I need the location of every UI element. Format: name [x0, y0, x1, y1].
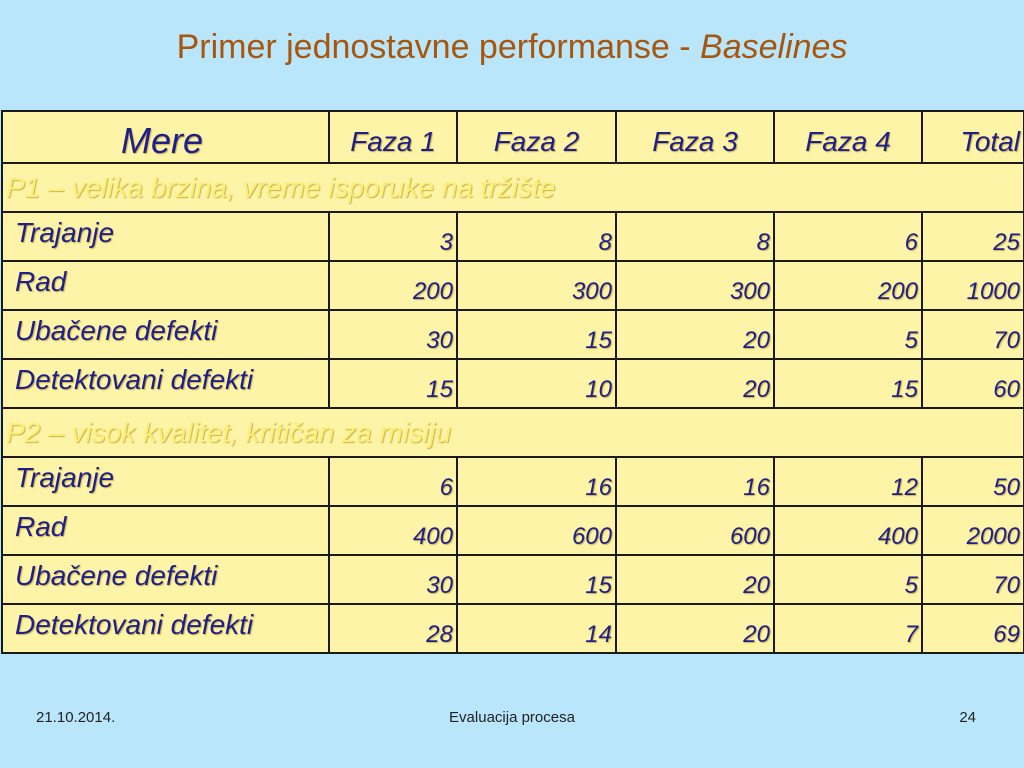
cell-value: 5	[774, 555, 922, 604]
cell-value: 6	[329, 457, 457, 506]
group-row-p1	[2, 163, 1024, 212]
table-row	[2, 457, 1024, 506]
cell-total: 1000	[922, 261, 1024, 310]
cell-value: 16	[457, 457, 616, 506]
cell-total: 60	[922, 359, 1024, 408]
cell-value: 15	[774, 359, 922, 408]
cell-total: 2000	[922, 506, 1024, 555]
cell-value: 14	[457, 604, 616, 653]
row-label: Detektovani defekti	[2, 359, 329, 408]
table-row	[2, 604, 1024, 653]
slide-title-main: Primer jednostavne performanse -	[176, 28, 701, 66]
table-row	[2, 506, 1024, 555]
page-number: 24	[959, 709, 976, 726]
table-row	[2, 359, 1024, 408]
cell-value: 30	[329, 555, 457, 604]
cell-value: 15	[457, 310, 616, 359]
row-label: Trajanje	[2, 212, 329, 261]
cell-total: 50	[922, 457, 1024, 506]
cell-value: 3	[329, 212, 457, 261]
header-faza-4: Faza 4	[774, 111, 922, 163]
footer-date: 21.10.2014.	[36, 709, 116, 726]
table-row	[2, 261, 1024, 310]
header-total: Total	[922, 111, 1024, 163]
row-label: Trajanje	[2, 457, 329, 506]
group-label: P2 – visok kvalitet, kritičan za misiju	[2, 408, 1024, 457]
header-faza-1: Faza 1	[329, 111, 457, 163]
cell-value: 5	[774, 310, 922, 359]
row-label: Detektovani defekti	[2, 604, 329, 653]
row-label: Rad	[2, 506, 329, 555]
cell-value: 300	[616, 261, 774, 310]
table-row	[2, 555, 1024, 604]
footer-title: Evaluacija procesa	[449, 709, 575, 726]
cell-value: 30	[329, 310, 457, 359]
cell-value: 600	[457, 506, 616, 555]
row-label: Ubačene defekti	[2, 555, 329, 604]
slide-title	[0, 28, 1024, 67]
cell-value: 20	[616, 604, 774, 653]
cell-value: 16	[616, 457, 774, 506]
cell-value: 10	[457, 359, 616, 408]
header-faza-2: Faza 2	[457, 111, 616, 163]
slide-title-emphasis: Baselines	[700, 28, 848, 66]
table-header-row	[2, 111, 1024, 163]
cell-total: 69	[922, 604, 1024, 653]
group-label: P1 – velika brzina, vreme isporuke na tržište	[2, 163, 1024, 212]
cell-total: 70	[922, 555, 1024, 604]
cell-value: 20	[616, 359, 774, 408]
cell-value: 8	[457, 212, 616, 261]
baseline-table	[1, 110, 1024, 654]
cell-total: 25	[922, 212, 1024, 261]
row-label: Rad	[2, 261, 329, 310]
cell-value: 300	[457, 261, 616, 310]
cell-value: 400	[774, 506, 922, 555]
cell-total: 70	[922, 310, 1024, 359]
cell-value: 7	[774, 604, 922, 653]
cell-value: 400	[329, 506, 457, 555]
cell-value: 6	[774, 212, 922, 261]
cell-value: 12	[774, 457, 922, 506]
cell-value: 20	[616, 555, 774, 604]
table-row	[2, 212, 1024, 261]
cell-value: 200	[329, 261, 457, 310]
cell-value: 20	[616, 310, 774, 359]
cell-value: 15	[329, 359, 457, 408]
header-mere: Mere	[2, 111, 329, 163]
cell-value: 28	[329, 604, 457, 653]
cell-value: 8	[616, 212, 774, 261]
table-row	[2, 310, 1024, 359]
cell-value: 15	[457, 555, 616, 604]
header-faza-3: Faza 3	[616, 111, 774, 163]
group-row-p2	[2, 408, 1024, 457]
row-label: Ubačene defekti	[2, 310, 329, 359]
cell-value: 200	[774, 261, 922, 310]
cell-value: 600	[616, 506, 774, 555]
